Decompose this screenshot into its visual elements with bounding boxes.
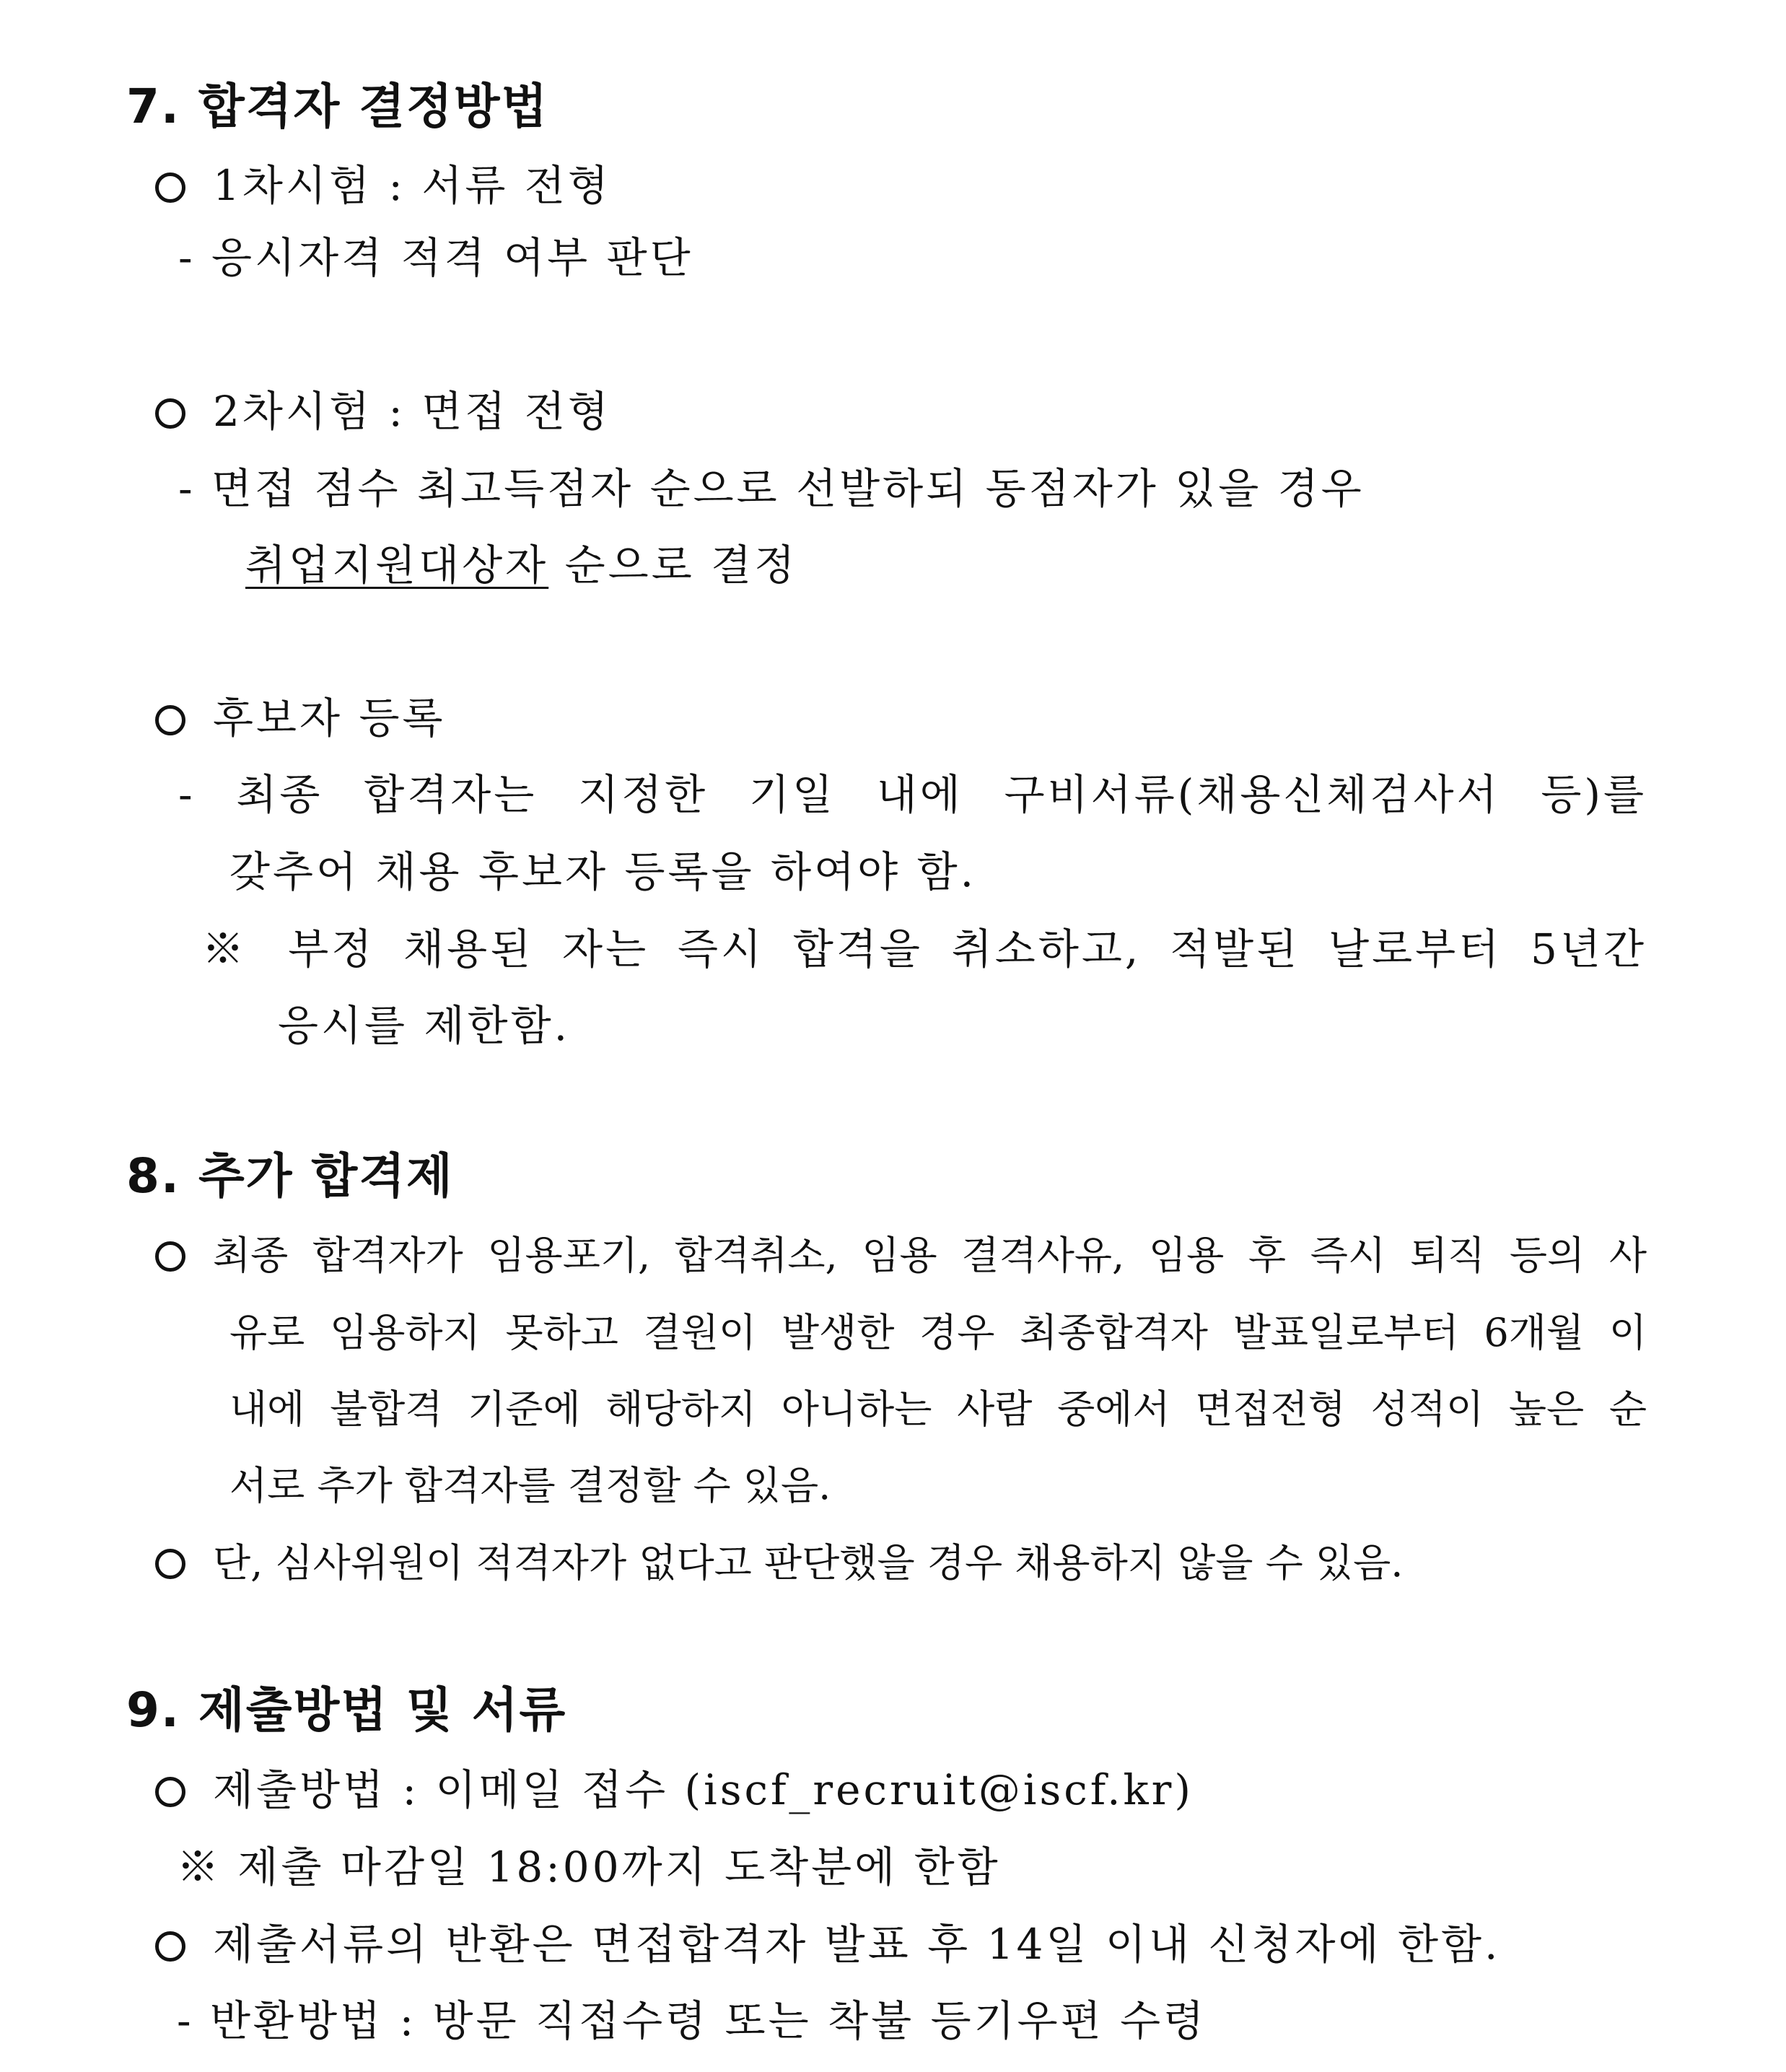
- second-exam-label: 2차시험 : 면접 전형: [213, 387, 611, 436]
- employment-support-target-underlined: 취업지원대상자: [245, 541, 549, 590]
- second-exam-detail-rest: 순으로 결정: [548, 541, 798, 590]
- return-method: - 반환방법 : 방문 직접수령 또는 착불 등기우편 수령: [177, 1996, 1207, 2045]
- fraud-note-line-1: ※ 부정 채용된 자는 즉시 합격을 취소하고, 적발된 날로부터 5년간: [202, 924, 1647, 974]
- circle-bullet-icon: [155, 1931, 185, 1962]
- first-exam-detail: - 응시자격 적격 여부 판단: [178, 233, 693, 282]
- circle-bullet-icon: [155, 705, 185, 735]
- return-policy-item: [155, 1919, 1500, 1970]
- registration-detail-line-1: - 최종 합격자는 지정한 기일 내에 구비서류(채용신체검사서 등)를: [178, 770, 1647, 819]
- additional-pass-bullet-1-line-2: 유로 임용하지 못하고 결원이 발생한 경우 최종합격자 발표일로부터 6개월 이: [229, 1310, 1647, 1355]
- registration-detail-line-2: 갖추어 채용 후보자 등록을 하여야 함.: [229, 847, 977, 896]
- second-exam-detail-line-2: [245, 540, 797, 590]
- fraud-note-line-2: 응시를 제한함.: [278, 1001, 571, 1050]
- additional-pass-text-2: 단, 심사위원이 적격자가 없다고 판단했을 경우 채용하지 않을 수 있음.: [213, 1540, 1404, 1586]
- circle-bullet-icon: [155, 1549, 185, 1579]
- circle-bullet-icon: [155, 172, 185, 203]
- additional-pass-bullet-1-line-3: 내에 불합격 기준에 해당하지 아니하는 사람 중에서 면접전형 성적이 높은 순: [229, 1386, 1647, 1432]
- submission-method-text: 제출방법 : 이메일 접수 (iscf_recruit@iscf.kr): [213, 1765, 1194, 1814]
- section-7-title: 7. 합격자 결정방법: [126, 79, 549, 134]
- first-exam-label: 1차시험 : 서류 전형: [213, 161, 611, 210]
- section-8-title: 8. 추가 합격제: [126, 1148, 454, 1204]
- second-exam-detail-line-1: - 면접 점수 최고득점자 순으로 선발하되 동점자가 있을 경우: [178, 464, 1365, 513]
- candidate-registration-label: 후보자 등록: [213, 694, 446, 743]
- additional-pass-bullet-2: [155, 1538, 1403, 1588]
- return-policy-text: 제출서류의 반환은 면접합격자 발표 후 14일 이내 신청자에 한함.: [213, 1920, 1501, 1969]
- candidate-registration-item: [155, 693, 446, 743]
- section-9-title: 9. 제출방법 및 서류: [126, 1682, 567, 1738]
- circle-bullet-icon: [155, 1777, 185, 1807]
- circle-bullet-icon: [155, 1241, 185, 1272]
- submission-method-item: [155, 1765, 1194, 1815]
- additional-pass-bullet-1-line-4: 서로 추가 합격자를 결정할 수 있음.: [229, 1463, 831, 1508]
- circle-bullet-icon: [155, 398, 185, 429]
- second-exam-item: [155, 386, 611, 437]
- first-exam-item: [155, 160, 611, 211]
- deadline-note: ※ 제출 마감일 18:00까지 도착분에 한함: [177, 1842, 1001, 1892]
- additional-pass-text-1: 최종 합격자가 임용포기, 합격취소, 임용 결격사유, 임용 후 즉시 퇴직 등의 사: [213, 1233, 1647, 1278]
- additional-pass-bullet-1-line-1: [155, 1230, 1647, 1281]
